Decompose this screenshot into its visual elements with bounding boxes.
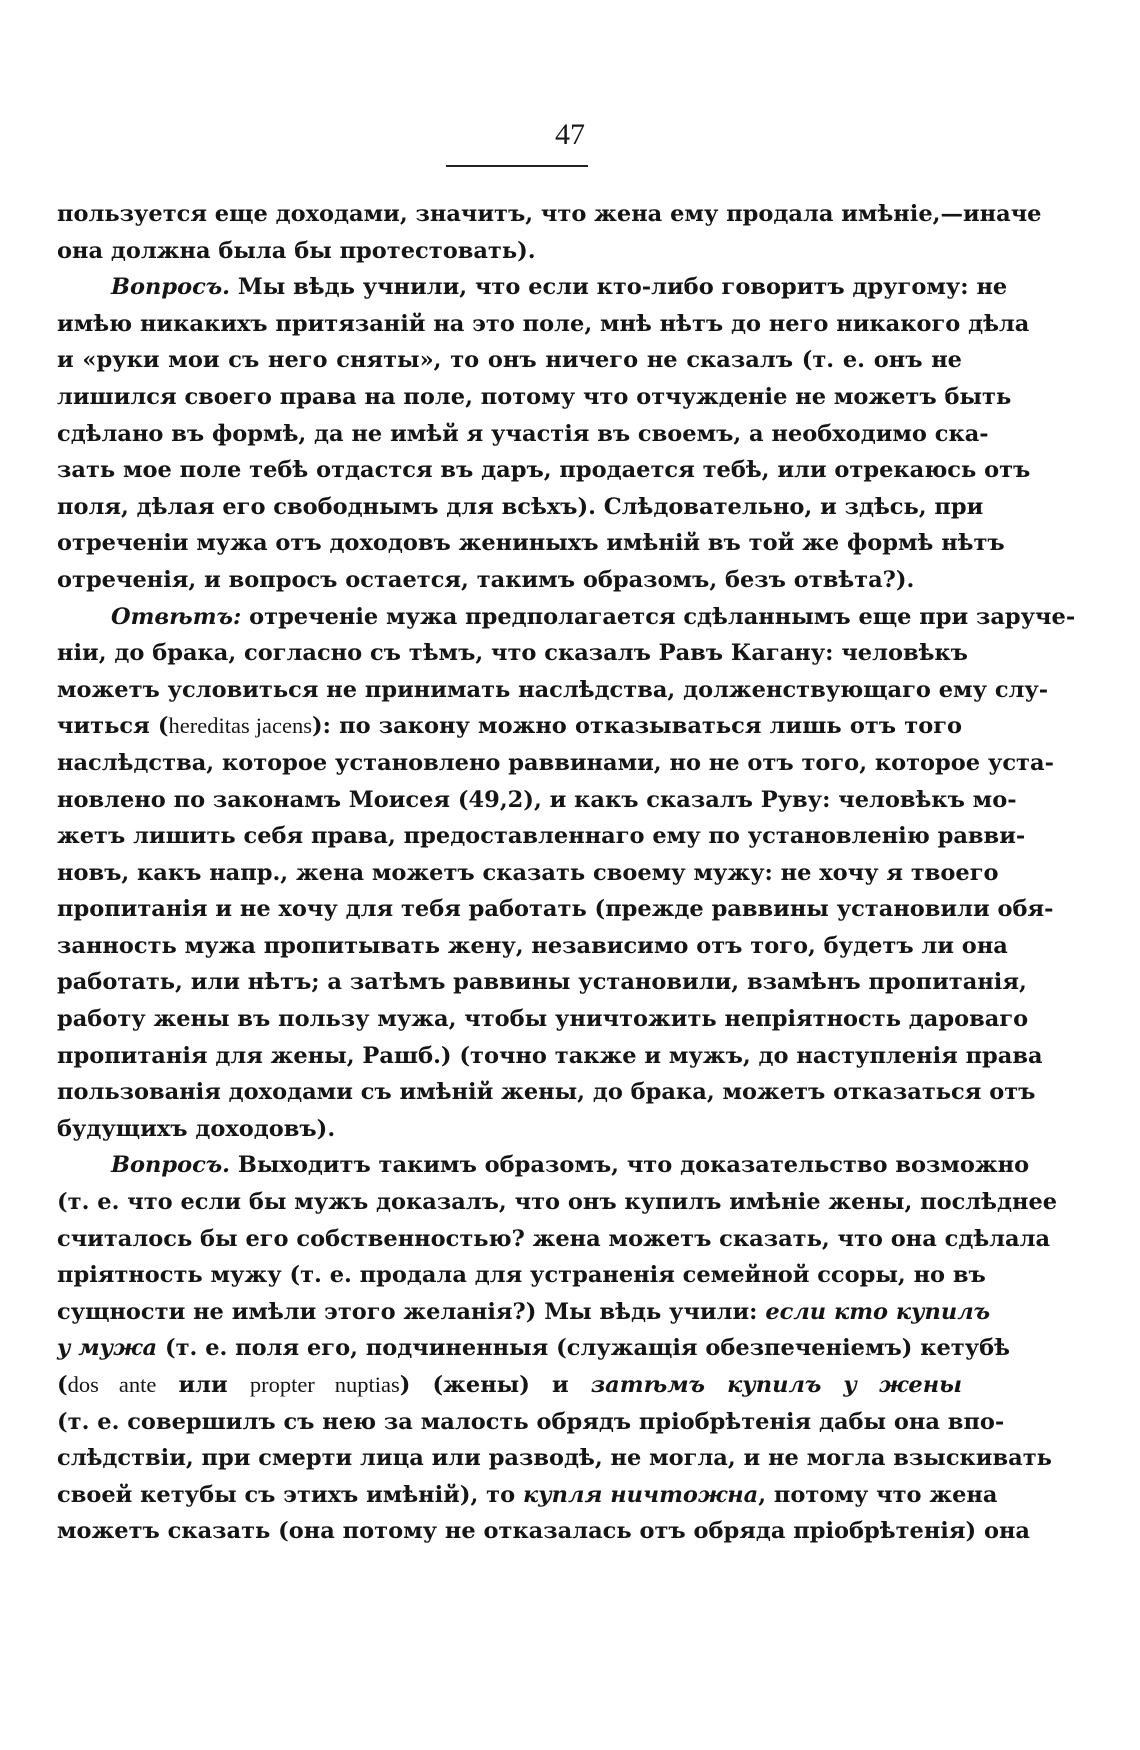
text-line (57, 1221, 1051, 1258)
text-line (57, 306, 1030, 343)
text-line (57, 1330, 1010, 1367)
text-segment: наслѣдства, которое установлено раввинами, но не отъ того, которое уста- (57, 749, 1054, 776)
text-segment: (т. е. поля его, подчиненныя (служащія обезпеченіемъ) кетубѣ (157, 1335, 1010, 1362)
text-segment: или (156, 1372, 250, 1398)
text-segment: пропитанія для жены, Рашб.) (точно также и мужъ, до наступленія права (57, 1042, 1043, 1069)
italic-term: у мужа (57, 1335, 158, 1362)
text-line (57, 342, 962, 379)
text-line (57, 891, 1054, 928)
text-line (57, 964, 1027, 1001)
text-segment: ( (57, 1372, 68, 1398)
text-line (57, 1147, 1030, 1184)
latin-term: hereditas jacens (168, 713, 312, 739)
text-line (57, 708, 962, 745)
text-segment: жетъ лишить себя права, предоставленнаго ему по установленію равви- (57, 823, 1026, 850)
text-segment: занность мужа пропитывать жену, независимо отъ того, будетъ ли она (57, 932, 1008, 959)
body-text (57, 196, 1076, 1550)
text-segment: Выходитъ такимъ образомъ, что доказательство возможно (230, 1152, 1030, 1179)
text-line (57, 928, 1008, 965)
text-line (57, 452, 1031, 489)
text-segment: слѣдствіи, при смерти лица или разводѣ, не могла, и не могла взыскивать (57, 1445, 1052, 1472)
text-segment: читься ( (57, 713, 169, 740)
text-segment: (т. е. что если бы мужъ доказалъ, что онъ купилъ имѣніе жены, послѣднее (57, 1189, 1058, 1216)
text-segment: зать мое поле тебѣ отдастся въ даръ, продается тебѣ, или отрекаюсь отъ (57, 457, 1031, 484)
italic-term: купля ничтожна (522, 1481, 759, 1508)
text-line (57, 1038, 1043, 1075)
text-segment: она должна была бы протестовать). (57, 237, 536, 264)
text-segment: сдѣлано въ формѣ, да не имѣй я участія въ своемъ, а необходимо ска- (57, 420, 989, 447)
text-line (57, 1257, 986, 1294)
text-segment: (т. е. совершилъ съ нею за малость обрядъ пріобрѣтенія дабы она впо- (57, 1408, 1005, 1435)
text-line (57, 818, 1026, 855)
text-segment: Мы вѣдь учнили, что если кто-либо говоритъ другому: не (230, 274, 1008, 301)
text-line (57, 525, 1005, 562)
text-segment: пропитанія и не хочу для тебя работать (прежде раввины установили обя- (57, 896, 1054, 923)
italic-term: Вопросъ. (111, 1152, 231, 1179)
text-line (57, 379, 1012, 416)
text-line (57, 489, 984, 526)
text-segment: отреченіе мужа предполагается сдѣланнымъ еще при заруче- (241, 603, 1076, 630)
page-number: 47 (555, 118, 585, 151)
text-line (57, 1001, 1029, 1038)
text-segment: имѣю никакихъ притязаній на это поле, мнѣ нѣтъ до него никакого дѣла (57, 310, 1030, 337)
text-segment: своей кетубы съ этихъ имѣній), то (57, 1481, 523, 1508)
text-line (57, 1074, 1036, 1111)
text-segment: новлено по законамъ Моисея (49,2), и какъ сказалъ Руву: человѣкъ мо- (57, 786, 1017, 813)
text-segment: отреченіи мужа отъ доходовъ жениныхъ имѣній въ той же формѣ нѣтъ (57, 530, 1005, 557)
header-rule (446, 165, 588, 167)
latin-term: propter nuptias (249, 1372, 400, 1397)
text-segment: можетъ условиться не принимать наслѣдства, долженствующаго ему слу- (57, 676, 1049, 703)
text-segment: работать, или нѣтъ; а затѣмъ раввины установили, взамѣнъ пропитанія, (57, 969, 1027, 996)
text-line (57, 233, 962, 270)
text-segment: будущихъ доходовъ). (57, 1115, 336, 1142)
text-segment: считалось бы его собственностью? жена можетъ сказать, что она сдѣлала (57, 1225, 1051, 1252)
text-line (57, 562, 962, 599)
text-segment: пріятность мужу (т. е. продала для устраненія семейной ссоры, но въ (57, 1262, 986, 1289)
text-segment: лишился своего права на поле, потому что отчужденіе не можетъ быть (57, 383, 1012, 410)
text-segment: ): по закону можно отказываться лишь отъ того (311, 713, 963, 740)
text-line (57, 672, 1049, 709)
text-segment: работу жены въ пользу мужа, чтобы уничтожить непріятность дароваго (57, 1006, 1029, 1033)
text-line (57, 1294, 991, 1331)
italic-term: Отвѣтъ: (111, 603, 242, 630)
text-line (57, 416, 989, 453)
text-segment: ніи, до брака, согласно съ тѣмъ, что сказалъ Равъ Кагану: человѣкъ (57, 640, 968, 667)
italic-term: Вопросъ. (111, 274, 231, 301)
text-line (57, 1404, 1005, 1441)
text-segment: пользуется еще доходами, значитъ, что жена ему продала имѣніе,—иначе (57, 201, 1042, 227)
text-segment: , потому что жена (758, 1481, 998, 1508)
text-line (57, 1440, 1052, 1477)
italic-term: если кто купилъ (765, 1298, 991, 1325)
text-segment: пользованія доходами съ имѣній жены, до брака, можетъ отказаться отъ (57, 1079, 1036, 1106)
text-segment: новъ, какъ напр., жена можетъ сказать своему мужу: не хочу я твоего (57, 859, 999, 886)
text-line (57, 599, 1076, 636)
text-line (57, 745, 1054, 782)
text-line (57, 196, 1042, 233)
text-line (57, 1477, 998, 1514)
latin-term: dos ante (67, 1372, 157, 1397)
text-line (57, 269, 1008, 306)
text-segment: ) (жены) и (399, 1372, 591, 1398)
text-line (57, 782, 1017, 819)
italic-term: затѣмъ купилъ у жены (590, 1372, 963, 1398)
text-segment: поля, дѣлая его свободнымъ для всѣхъ). Слѣдовательно, и здѣсь, при (57, 493, 984, 520)
text-line (57, 1513, 1031, 1550)
text-segment: и «руки мои съ него сняты», то онъ ничего не сказалъ (т. е. онъ не (57, 347, 962, 374)
text-line (57, 855, 999, 892)
text-line (57, 635, 968, 672)
text-segment: отреченія, и вопросъ остается, такимъ образомъ, безъ отвѣта?). (57, 566, 915, 593)
text-line (57, 1111, 962, 1148)
text-segment: можетъ сказать (она потому не отказалась отъ обряда пріобрѣтенія) она (57, 1518, 1031, 1545)
text-line (57, 1184, 1058, 1221)
text-segment: сущности не имѣли этого желанія?) Мы вѣдь учили: (57, 1298, 766, 1325)
text-line (57, 1367, 962, 1404)
